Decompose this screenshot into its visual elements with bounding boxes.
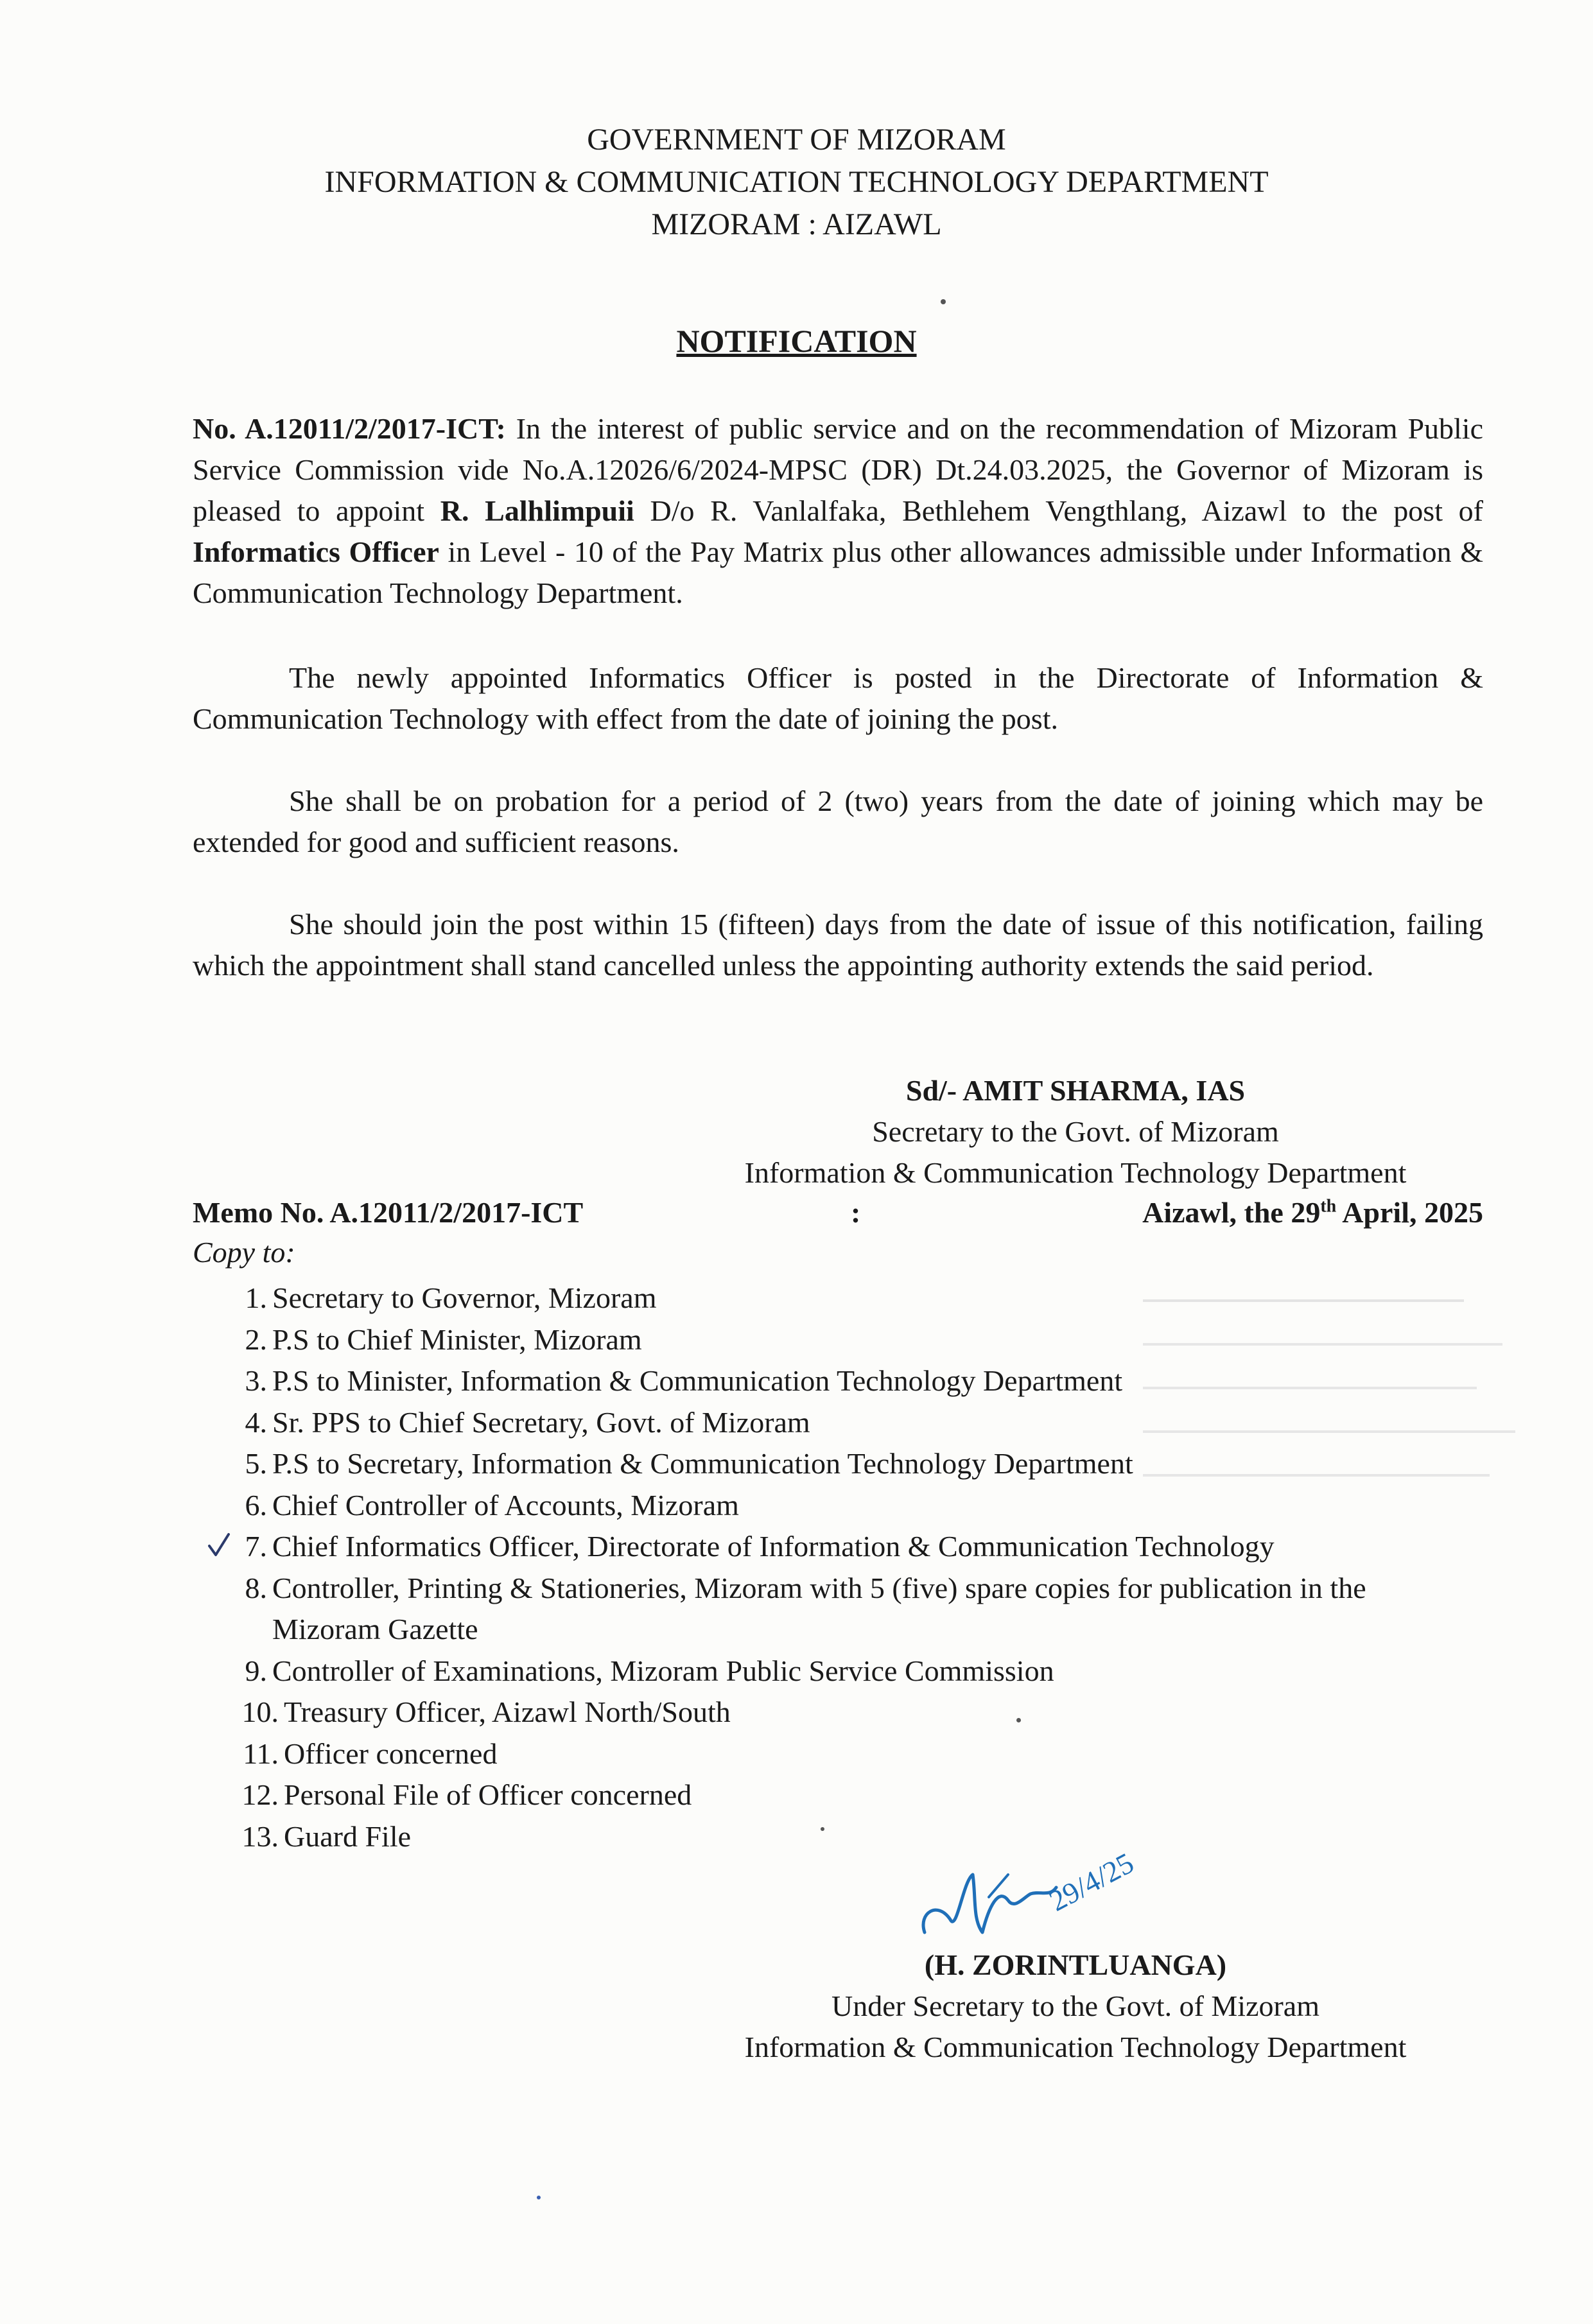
- list-item: [231, 1733, 1470, 1775]
- appointee-name: R. Lalhlimpuii: [440, 494, 634, 527]
- location-line: MIZORAM : AIZAWL: [651, 207, 942, 241]
- memo-row: [193, 1195, 1483, 1236]
- list-item: [231, 1816, 1470, 1858]
- memo-number: Memo No. A.12011/2/2017-ICT: [193, 1196, 584, 1229]
- speck: [1016, 1718, 1021, 1722]
- notification-number: No. A.12011/2/2017-ICT:: [193, 412, 506, 445]
- list-item-text: P.S to Minister, Information & Communication Technology Department: [272, 1364, 1123, 1397]
- list-item-text: Chief Informatics Officer, Directorate of Information & Communication Technology: [272, 1530, 1275, 1563]
- speck: [537, 2196, 541, 2199]
- para1-text3: in Level - 10 of the Pay Matrix plus other allowances admissible under Information & Communication Technology Department.: [193, 535, 1483, 609]
- copy-list: [231, 1278, 1470, 1857]
- list-item-text: Controller, Printing & Stationeries, Mizoram with 5 (five) spare copies for publication in the Mizoram Gazette: [272, 1571, 1366, 1645]
- memo-date-month-year: April, 2025: [1336, 1196, 1483, 1229]
- list-item-text: Officer concerned: [284, 1737, 498, 1770]
- memo-date-suffix-sup: th: [1320, 1196, 1337, 1217]
- list-item-text: Treasury Officer, Aizawl North/South: [284, 1695, 731, 1728]
- copy-to-label: Copy to:: [193, 1236, 295, 1269]
- list-item-text: Guard File: [284, 1819, 412, 1853]
- post-name: Informatics Officer: [193, 535, 439, 568]
- list-item-text: Secretary to Governor, Mizoram: [272, 1281, 657, 1314]
- checkmark-icon: [207, 1531, 245, 1563]
- list-item-number: 4.: [245, 1405, 267, 1439]
- list-item: [231, 1774, 1470, 1816]
- list-item: [231, 1319, 1470, 1361]
- notification-paragraph-1: [193, 408, 1483, 614]
- list-item-number: 2.: [245, 1322, 267, 1356]
- notification-paragraph-2: The newly appointed Informatics Officer is posted in the Directorate of Information & Communication Technology with effect from the date of joining the post.: [193, 661, 1483, 735]
- list-item-number: 5.: [245, 1447, 267, 1480]
- government-line: GOVERNMENT OF MIZORAM: [587, 123, 1006, 157]
- memo-date: [1142, 1195, 1483, 1229]
- list-item: [231, 1360, 1470, 1402]
- signatory-1-department: Information & Communication Technology Department: [744, 1156, 1407, 1189]
- para1-text1: In the interest of public service and on the recommendation of Mizoram Public Service Commission vide No.A.12026/6/2024-MPSC (DR) Dt.24.03.2025, the Governor of Mizoram is pleased to appoint: [193, 412, 1484, 527]
- list-item-number: 7.: [245, 1530, 267, 1563]
- list-item: [231, 1568, 1470, 1651]
- signature-date: 29/4/25: [1043, 1846, 1139, 1918]
- list-item: [231, 1402, 1470, 1444]
- list-item: [231, 1526, 1470, 1568]
- signatory-1-name: Sd/- AMIT SHARMA, IAS: [905, 1074, 1246, 1107]
- para1-text2: D/o R. Vanlalfaka, Bethlehem Vengthlang, Aizawl to the post of: [634, 494, 1483, 527]
- list-item-number: 10.: [241, 1695, 279, 1728]
- notification-paragraph-4: She should join the post within 15 (fifteen) days from the date of issue of this notification, failing which the appointment shall stand cancelled unless the appointing authority extends the said period.: [193, 908, 1483, 982]
- notification-paragraph-3: She shall be on probation for a period of 2 (two) years from the date of joining which may be extended for good and sufficient reasons.: [193, 785, 1483, 858]
- signatory-1-designation: Secretary to the Govt. of Mizoram: [872, 1115, 1279, 1148]
- list-item: [231, 1278, 1470, 1319]
- department-line: INFORMATION & COMMUNICATION TECHNOLOGY DEPARTMENT: [324, 165, 1269, 199]
- memo-date-prefix: Aizawl, the 29: [1142, 1196, 1321, 1229]
- memo-separator: :: [851, 1196, 861, 1229]
- list-item-text: P.S to Secretary, Information & Communication Technology Department: [272, 1447, 1133, 1480]
- list-item: [231, 1692, 1470, 1733]
- list-item-number: 13.: [241, 1819, 279, 1853]
- list-item: [231, 1443, 1470, 1485]
- letterhead: [0, 119, 1593, 246]
- signatory-2-department: Information & Communication Technology Department: [744, 2031, 1407, 2063]
- list-item-text: Personal File of Officer concerned: [284, 1778, 692, 1811]
- document-title: NOTIFICATION: [676, 323, 917, 359]
- list-item-text: P.S to Chief Minister, Mizoram: [272, 1322, 642, 1356]
- signatory-2-designation: Under Secretary to the Govt. of Mizoram: [831, 1990, 1320, 2022]
- list-item: [231, 1485, 1470, 1527]
- list-item-number: 12.: [241, 1778, 279, 1811]
- list-item-number: 9.: [245, 1654, 267, 1687]
- list-item-number: 11.: [243, 1737, 279, 1770]
- list-item-text: Controller of Examinations, Mizoram Public Service Commission: [272, 1654, 1054, 1687]
- list-item-number: 1.: [245, 1281, 267, 1314]
- list-item-number: 6.: [245, 1488, 267, 1522]
- list-item-text: Sr. PPS to Chief Secretary, Govt. of Mizoram: [272, 1405, 810, 1439]
- list-item: [231, 1651, 1470, 1692]
- signatory-2-name: (H. ZORINTLUANGA): [924, 1948, 1227, 1981]
- list-item-number: 3.: [245, 1364, 267, 1397]
- speck: [821, 1827, 824, 1831]
- list-item-text: Chief Controller of Accounts, Mizoram: [272, 1488, 739, 1522]
- list-item-number: 8.: [245, 1571, 267, 1604]
- speck: [941, 299, 946, 304]
